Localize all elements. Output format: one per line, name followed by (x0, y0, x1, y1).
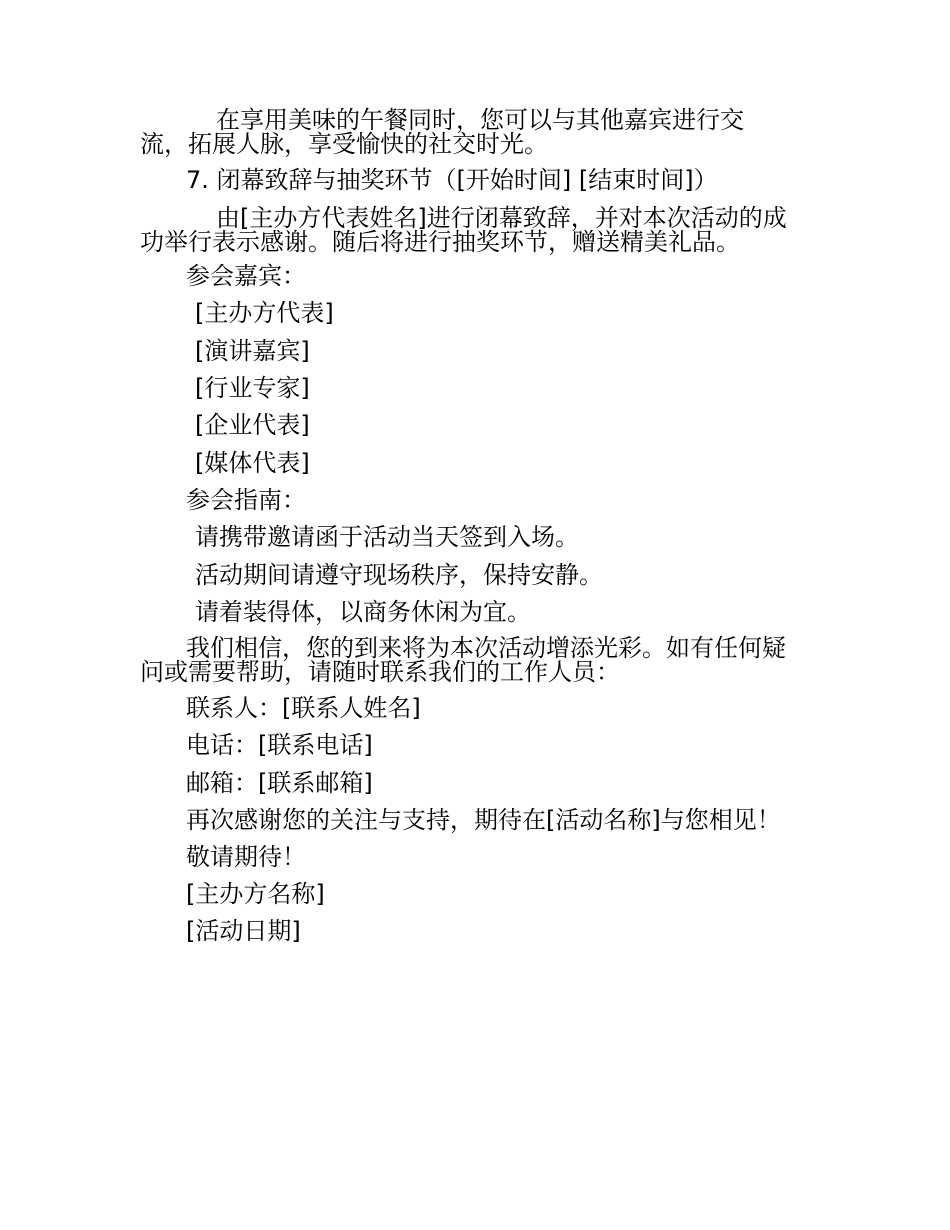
guide-item: 请携带邀请函于活动当天签到入场。 (195, 523, 579, 551)
guest-item: [主办方代表] (195, 299, 334, 327)
guest-item: [行业专家] (195, 374, 310, 402)
guests-heading: 参会嘉宾： (186, 262, 306, 290)
guide-heading: 参会指南： (186, 486, 306, 514)
lunch-paragraph-line-2: 流，拓展人脉，享受愉快的社交时光。 (140, 130, 548, 158)
event-date: [活动日期] (186, 917, 301, 945)
belief-paragraph-line-1: 我们相信，您的到来将为本次活动增添光彩。如有任何疑 (186, 634, 786, 662)
contact-email: 邮箱：[联系邮箱] (186, 769, 373, 797)
guest-item: [媒体代表] (195, 449, 310, 477)
await-line: 敬请期待！ (186, 843, 306, 871)
contact-person: 联系人：[联系人姓名] (186, 694, 421, 722)
guide-item: 请着装得体，以商务休闲为宜。 (195, 598, 531, 626)
lunch-paragraph-line-1: 在享用美味的午餐同时，您可以与其他嘉宾进行交 (216, 106, 744, 134)
guest-item: [企业代表] (195, 411, 310, 439)
belief-paragraph-line-2: 问或需要帮助，请随时联系我们的工作人员： (140, 658, 620, 686)
organizer-name: [主办方名称] (186, 880, 325, 908)
guest-item: [演讲嘉宾] (195, 337, 310, 365)
contact-phone: 电话：[联系电话] (186, 731, 373, 759)
closing-paragraph-line-1: 由[主办方代表姓名]进行闭幕致辞，并对本次活动的成 (216, 204, 787, 232)
closing-paragraph-line-2: 功举行表示感谢。随后将进行抽奖环节，赠送精美礼品。 (140, 228, 740, 256)
thanks-line: 再次感谢您的关注与支持，期待在[活动名称]与您相见！ (186, 806, 781, 834)
section-7-heading: 7. 闭幕致辞与抽奖环节（[开始时间] [结束时间]） (186, 166, 718, 194)
guide-item: 活动期间请遵守现场秩序，保持安静。 (195, 561, 603, 589)
